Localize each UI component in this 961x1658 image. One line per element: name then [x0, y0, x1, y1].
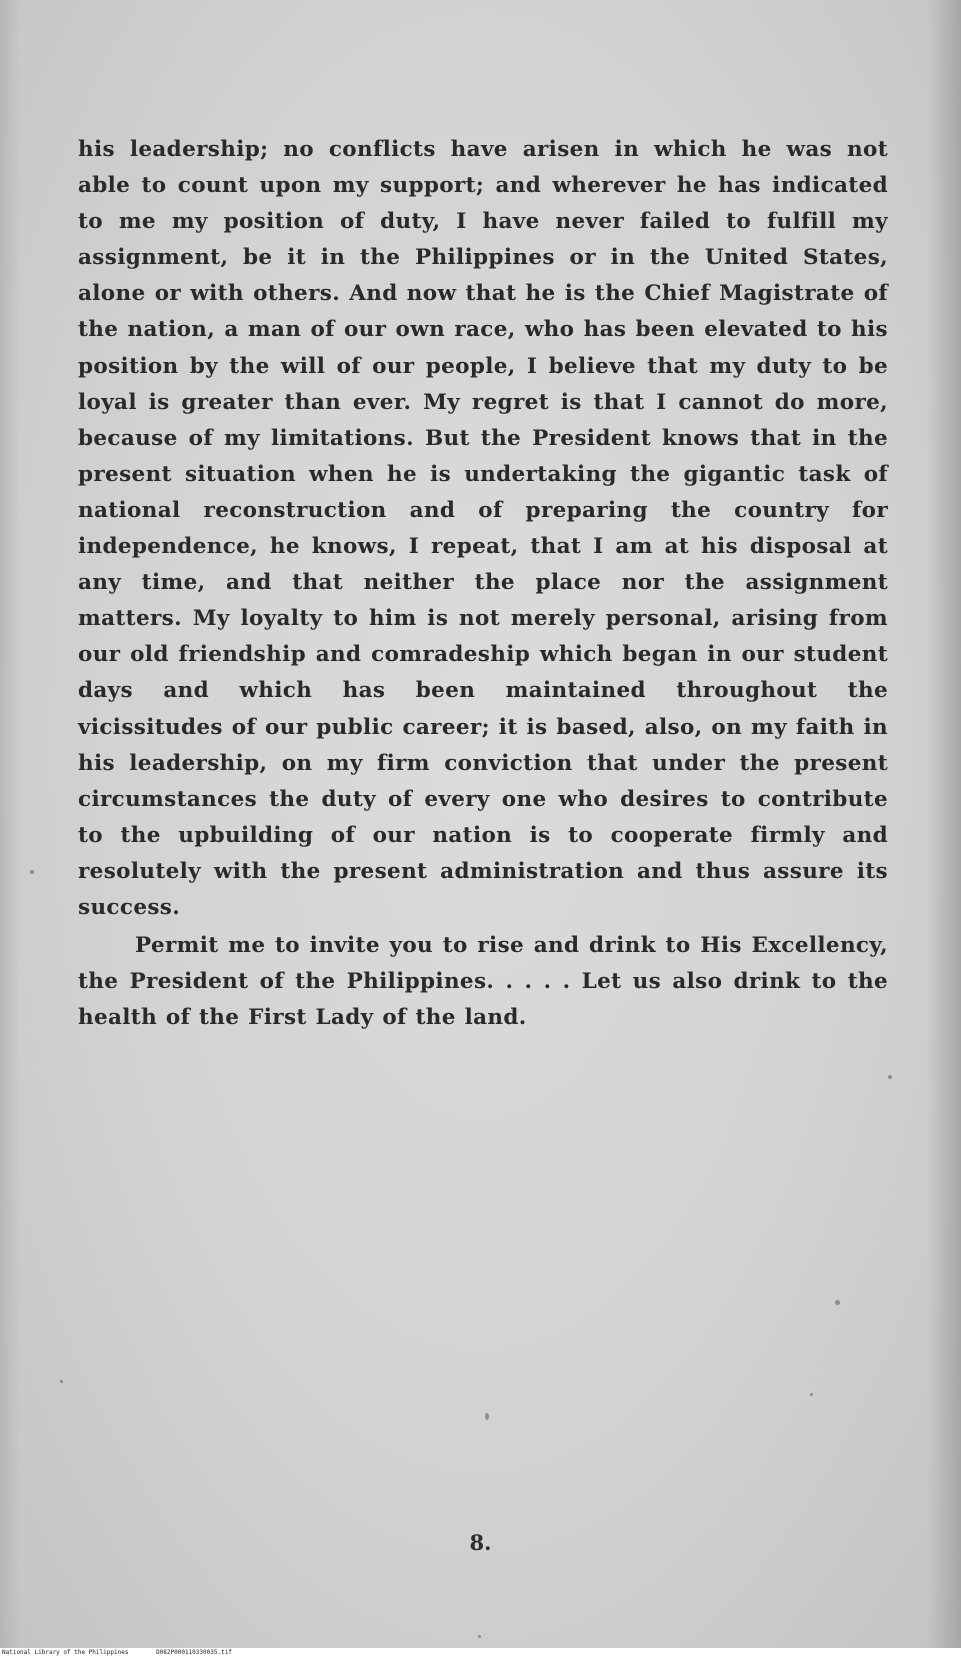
dust-speck: [835, 1300, 840, 1305]
dust-speck: [485, 1413, 489, 1420]
page-edge-shadow-left: [0, 0, 20, 1648]
page-number: 8.: [469, 1530, 492, 1555]
footer-file-name: D082P000110330035.tif: [156, 1649, 232, 1656]
dust-speck: [60, 1380, 63, 1383]
dust-speck: [810, 1393, 813, 1396]
body-text: [78, 132, 888, 1036]
dust-speck: [888, 1075, 892, 1079]
footer-source-label: National Library of the Philippines: [2, 1649, 129, 1656]
dust-speck: [478, 1635, 481, 1638]
scan-footer: [0, 1648, 961, 1658]
page-edge-shadow-right: [927, 0, 961, 1648]
paragraph-continuation: his leadership; no conflicts have arisen in which he was not able to count upon my support; and wherever he has indicated to me my position of duty, I have never failed to fulfill my assignment, be it in the Philippines or in the United States, alone or with others. And now that he is the Chief Magistrate of the nation, a man of our own race, who has been elevated to his position by the will of our people, I believe that my duty to be loyal is greater than ever. My regret is that I cannot do more, because of my limitations. But the President knows that in the present situation when he is undertaking the gigantic task of national reconstruction and of preparing the country for independence, he knows, I repeat, that I am at his disposal at any time, and that neither the place nor the assignment matters. My loyalty to him is not merely personal, arising from our old friendship and comradeship which began in our student days and which has been maintained throughout the vicissitudes of our public career; it is based, also, on my faith in his leadership, on my firm conviction that under the present circumstances the duty of every one who desires to contribute to the upbuilding of our nation is to cooperate firmly and resolutely with the present administration and thus assure its success.: [78, 137, 888, 920]
paragraph-toast: Permit me to invite you to rise and drink to His Excellency, the President of the Philippines. . . . . Let us also drink to the health of the First Lady of the land.: [78, 933, 888, 1031]
dust-speck: [30, 870, 34, 874]
